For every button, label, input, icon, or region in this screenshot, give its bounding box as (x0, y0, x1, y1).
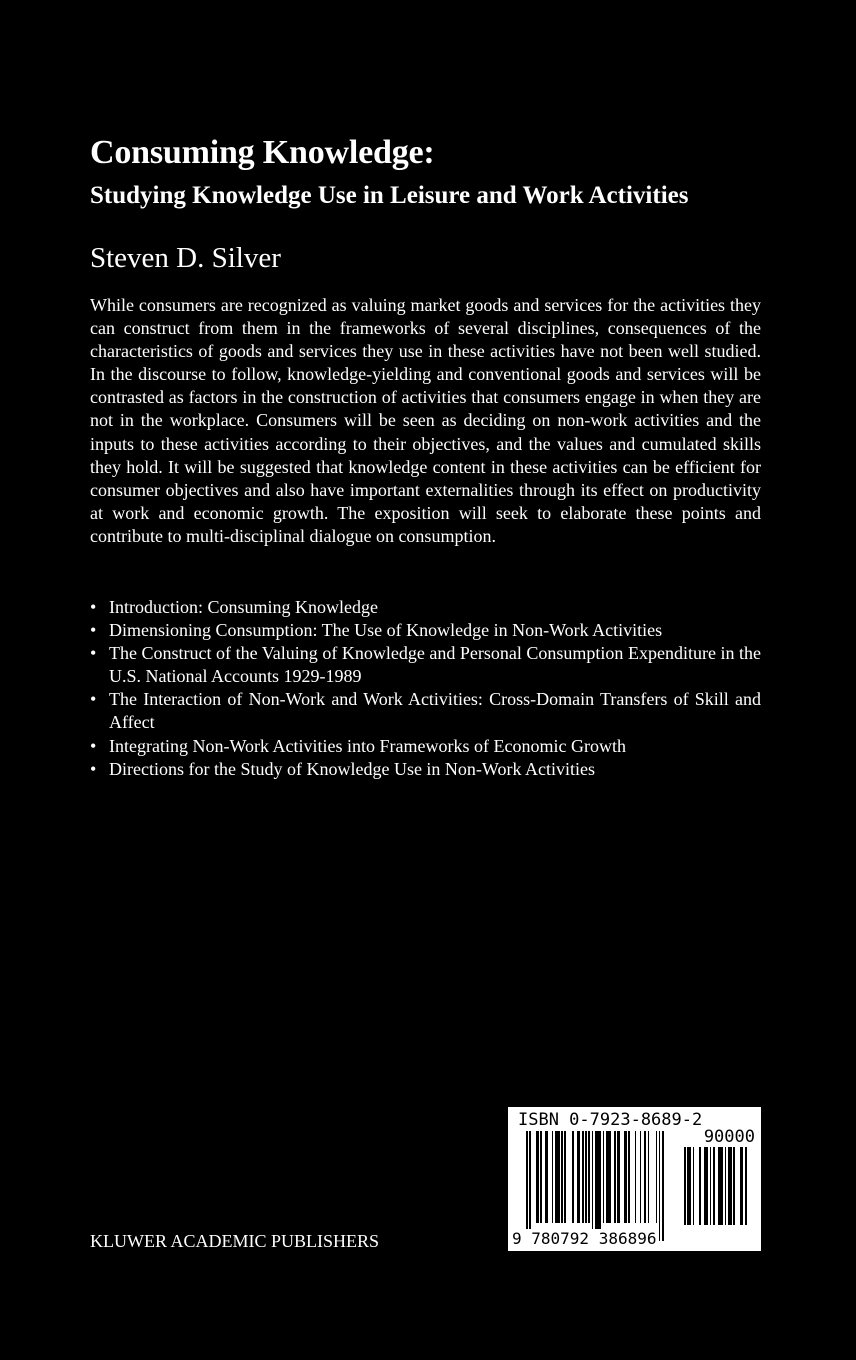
contents-item (90, 758, 761, 781)
barcode-bar (699, 1147, 701, 1225)
contents-list (90, 596, 761, 781)
barcode-bar (529, 1131, 531, 1241)
bullet-icon: • (90, 689, 97, 710)
barcode-bar (644, 1131, 646, 1223)
contents-item-text: Integrating Non-Work Activities into Frameworks of Economic Growth (109, 735, 626, 756)
barcode-bar (640, 1131, 642, 1223)
barcode-bar (564, 1131, 566, 1223)
barcode-bar (595, 1131, 601, 1241)
barcode-addon-bars (684, 1147, 752, 1243)
author-name: Steven D. Silver (90, 242, 281, 274)
ean-number: 9 780792 386896 (512, 1229, 657, 1248)
contents-item (90, 642, 761, 688)
barcode-bar (684, 1147, 686, 1225)
isbn-barcode (508, 1107, 761, 1251)
publisher-name: KLUWER ACADEMIC PUBLISHERS (90, 1231, 380, 1251)
bullet-icon: • (90, 620, 97, 641)
barcode-bar (572, 1131, 574, 1223)
barcode-bar (728, 1147, 731, 1225)
barcode-bar (693, 1147, 695, 1225)
barcode-bar (725, 1147, 727, 1225)
barcode-bar (659, 1131, 661, 1241)
isbn-label: ISBN 0-7923-8689-2 (518, 1110, 703, 1130)
barcode-bar (577, 1131, 580, 1223)
barcode-bar (740, 1147, 743, 1225)
barcode-bar (592, 1131, 594, 1241)
price-code: 90000 (703, 1127, 755, 1147)
barcode-bar (628, 1131, 630, 1223)
barcode-bar (648, 1131, 650, 1223)
contents-item (90, 735, 761, 758)
barcode-bar (624, 1131, 627, 1223)
book-title: Consuming Knowledge: (90, 134, 435, 171)
contents-item (90, 619, 761, 642)
book-subtitle: Studying Knowledge Use in Leisure and Work Activities (90, 182, 689, 209)
barcode-bar (713, 1147, 715, 1225)
contents-item (90, 596, 761, 619)
contents-item-text: Directions for the Study of Knowledge Use in Non-Work Activities (109, 758, 595, 779)
barcode-bars (526, 1131, 678, 1241)
contents-item-text: Dimensioning Consumption: The Use of Knowledge in Non-Work Activities (109, 620, 663, 641)
barcode-bar (606, 1131, 611, 1223)
barcode-bar (540, 1131, 542, 1223)
bullet-icon: • (90, 643, 97, 664)
barcode-bar (687, 1147, 690, 1225)
barcode-bar (614, 1131, 616, 1223)
barcode-bar (536, 1131, 539, 1223)
barcode-bar (704, 1147, 707, 1225)
barcode-bar (585, 1131, 587, 1223)
barcode-bar (710, 1147, 712, 1225)
barcode-bar (603, 1131, 605, 1223)
barcode-bar (552, 1131, 554, 1223)
barcode-bar (526, 1131, 528, 1241)
barcode-bar (745, 1147, 747, 1225)
barcode-bar (718, 1147, 723, 1225)
contents-item-text: The Interaction of Non-Work and Work Activities: Cross-Domain Transfers of Skill and Affect (109, 689, 761, 733)
contents-item (90, 688, 761, 734)
barcode-bar (617, 1131, 620, 1223)
book-description: While consumers are recognized as valuing market goods and services for the activities they can construct from them in the frameworks of several disciplines, consequences of the characteristics of goods and services they use in these activities have not been well studied. In the discourse to follow, knowledge-yielding and conventional goods and services will be contrasted as factors in the construction of activities that consumers engage in when they are not in the workplace. Consumers will be seen as deciding on non-work activities and the inputs to these activities according to their objectives, and the values and cumulated skills they hold. It will be suggested that knowledge content in these activities can be efficient for consumer objectives and also have important externalities through its effect on productivity at work and economic growth. The exposition will seek to elaborate these points and contribute to multi-disciplinal dialogue on consumption. (90, 295, 761, 546)
bullet-icon: • (90, 735, 97, 756)
contents-item-text: The Construct of the Valuing of Knowledge and Personal Consumption Expenditure in the U.S. National Accounts 1929-1989 (109, 643, 761, 687)
barcode-bar (588, 1131, 590, 1223)
barcode-bar (582, 1131, 584, 1223)
barcode-bar (656, 1131, 658, 1223)
barcode-bar (545, 1131, 548, 1223)
barcode-bar (555, 1131, 560, 1223)
barcode-bar (561, 1131, 563, 1223)
barcode-bar (635, 1131, 637, 1223)
barcode-bar (662, 1131, 664, 1241)
bullet-icon: • (90, 758, 97, 779)
contents-item-text: Introduction: Consuming Knowledge (109, 597, 378, 617)
barcode-bar (733, 1147, 735, 1225)
bullet-icon: • (90, 597, 97, 617)
